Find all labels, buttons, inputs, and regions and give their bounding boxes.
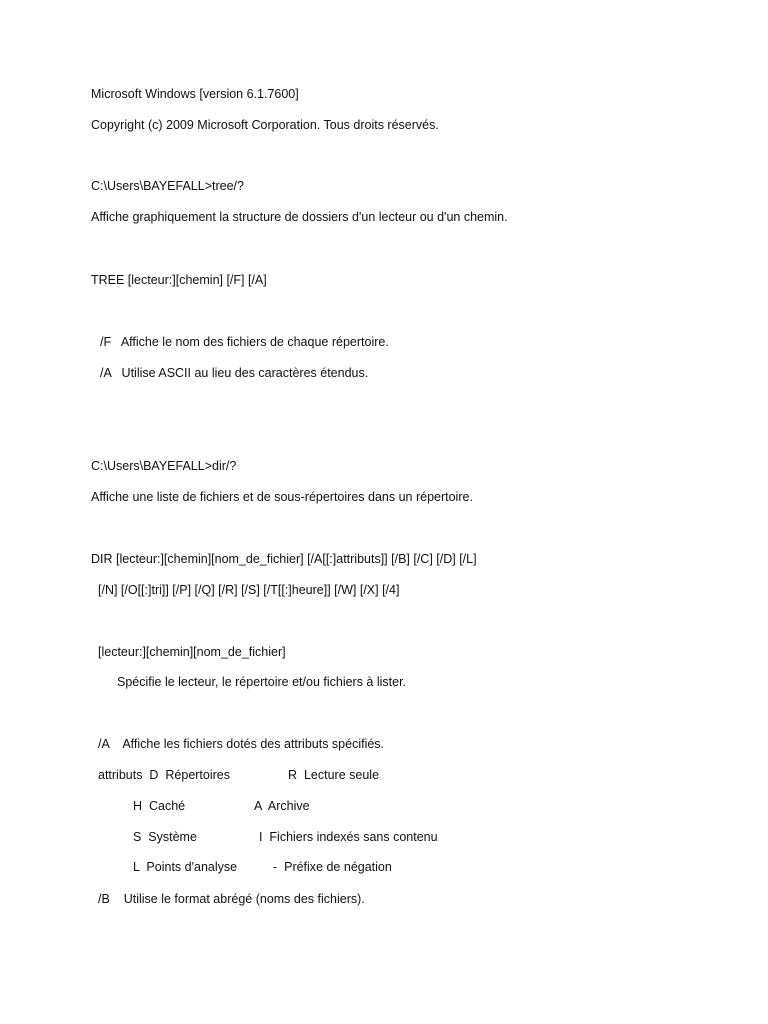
tree-option-f: /F Affiche le nom des fichiers de chaque répertoire.: [100, 335, 389, 349]
tree-prompt-line: C:\Users\BAYEFALL>tree/?: [91, 179, 244, 193]
attr-d-repertoires: attributs D Répertoires: [98, 768, 230, 782]
dir-option-a: /A Affiche les fichiers dotés des attributs spécifiés.: [98, 737, 385, 751]
tree-syntax-line: TREE [lecteur:][chemin] [/F] [/A]: [91, 273, 267, 287]
dir-param-desc: Spécifie le lecteur, le répertoire et/ou fichiers à lister.: [117, 675, 407, 689]
dir-syntax-line-1: DIR [lecteur:][chemin][nom_de_fichier] [/A[[:]attributs]] [/B] [/C] [/D] [/L]: [91, 552, 477, 566]
tree-option-a: /A Utilise ASCII au lieu des caractères étendus.: [100, 366, 369, 380]
dir-option-b: /B Utilise le format abrégé (noms des fichiers).: [98, 892, 365, 906]
attr-r-lecture-seule: R Lecture seule: [288, 768, 380, 782]
attr-l-points-analyse: L Points d'analyse: [133, 860, 238, 874]
dir-prompt-line: C:\Users\BAYEFALL>dir/?: [91, 459, 237, 473]
version-line: Microsoft Windows [version 6.1.7600]: [91, 87, 299, 101]
attr-h-cache: H Caché: [133, 799, 186, 813]
attr-a-archive: A Archive: [254, 799, 310, 813]
attr-s-systeme: S Système: [133, 830, 197, 844]
dir-syntax-line-2: [/N] [/O[[:]tri]] [/P] [/Q] [/R] [/S] [/T[[:]heure]] [/W] [/X] [/4]: [98, 583, 400, 597]
tree-desc-line: Affiche graphiquement la structure de dossiers d'un lecteur ou d'un chemin.: [91, 210, 508, 224]
dir-param-line: [lecteur:][chemin][nom_de_fichier]: [98, 645, 286, 659]
attr-i-fichiers-indexes: I Fichiers indexés sans contenu: [259, 830, 438, 844]
copyright-line: Copyright (c) 2009 Microsoft Corporation. Tous droits réservés.: [91, 118, 439, 132]
dir-desc-line: Affiche une liste de fichiers et de sous-répertoires dans un répertoire.: [91, 490, 473, 504]
attr-prefixe-negation: - Préfixe de négation: [273, 860, 392, 874]
